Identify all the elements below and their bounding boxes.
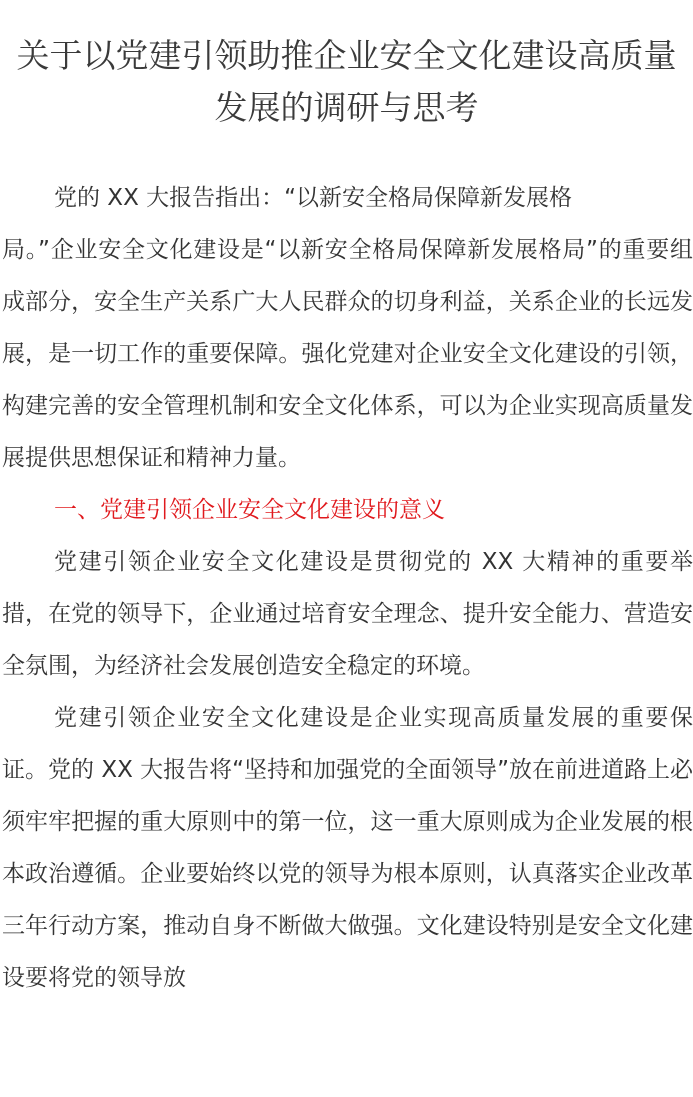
- intro-paragraph: 局。”企业安全文化建设是“以新安全格局保障新发展格局”的重要组成部分，安全生产关系广大人民群众的切身利益，关系企业的长远发展，是一切工作的重要保障。强化党建对企业安全文化建设的引领，构建完善的安全管理机制和安全文化体系，可以为企业实现高质量发展提供思想保证和精神力量。: [2, 237, 693, 471]
- section-paragraph-2: 党建引领企业安全文化建设是企业实现高质量发展的重要保证。党的 XX 大报告将“坚持和加强党的全面领导”放在前进道路上必须牢牢把握的重大原则中的第一位，这一重大原则成为企业发展的根本政治遵循。企业要始终以党的领导为根本原则，认真落实企业改革三年行动方案，推动自身不断做大做强。文化建设特别是安全文化建设要将党的领导放: [2, 705, 693, 991]
- section-paragraph-1: 党建引领企业安全文化建设是贯彻党的 XX 大精神的重要举措，在党的领导下，企业通过培育安全理念、提升安全能力、营造安全氛围，为经济社会发展创造安全稳定的环境。: [2, 549, 693, 679]
- article-title: 关于以党建引领助推企业安全文化建设高质量发展的调研与思考: [16, 36, 677, 127]
- intro-paragraph-line1: 党的 XX 大报告指出：“以新安全格局保障新发展格: [54, 185, 573, 211]
- section-heading: 一、党建引领企业安全文化建设的意义: [54, 497, 445, 523]
- article-body: [0, 172, 693, 1004]
